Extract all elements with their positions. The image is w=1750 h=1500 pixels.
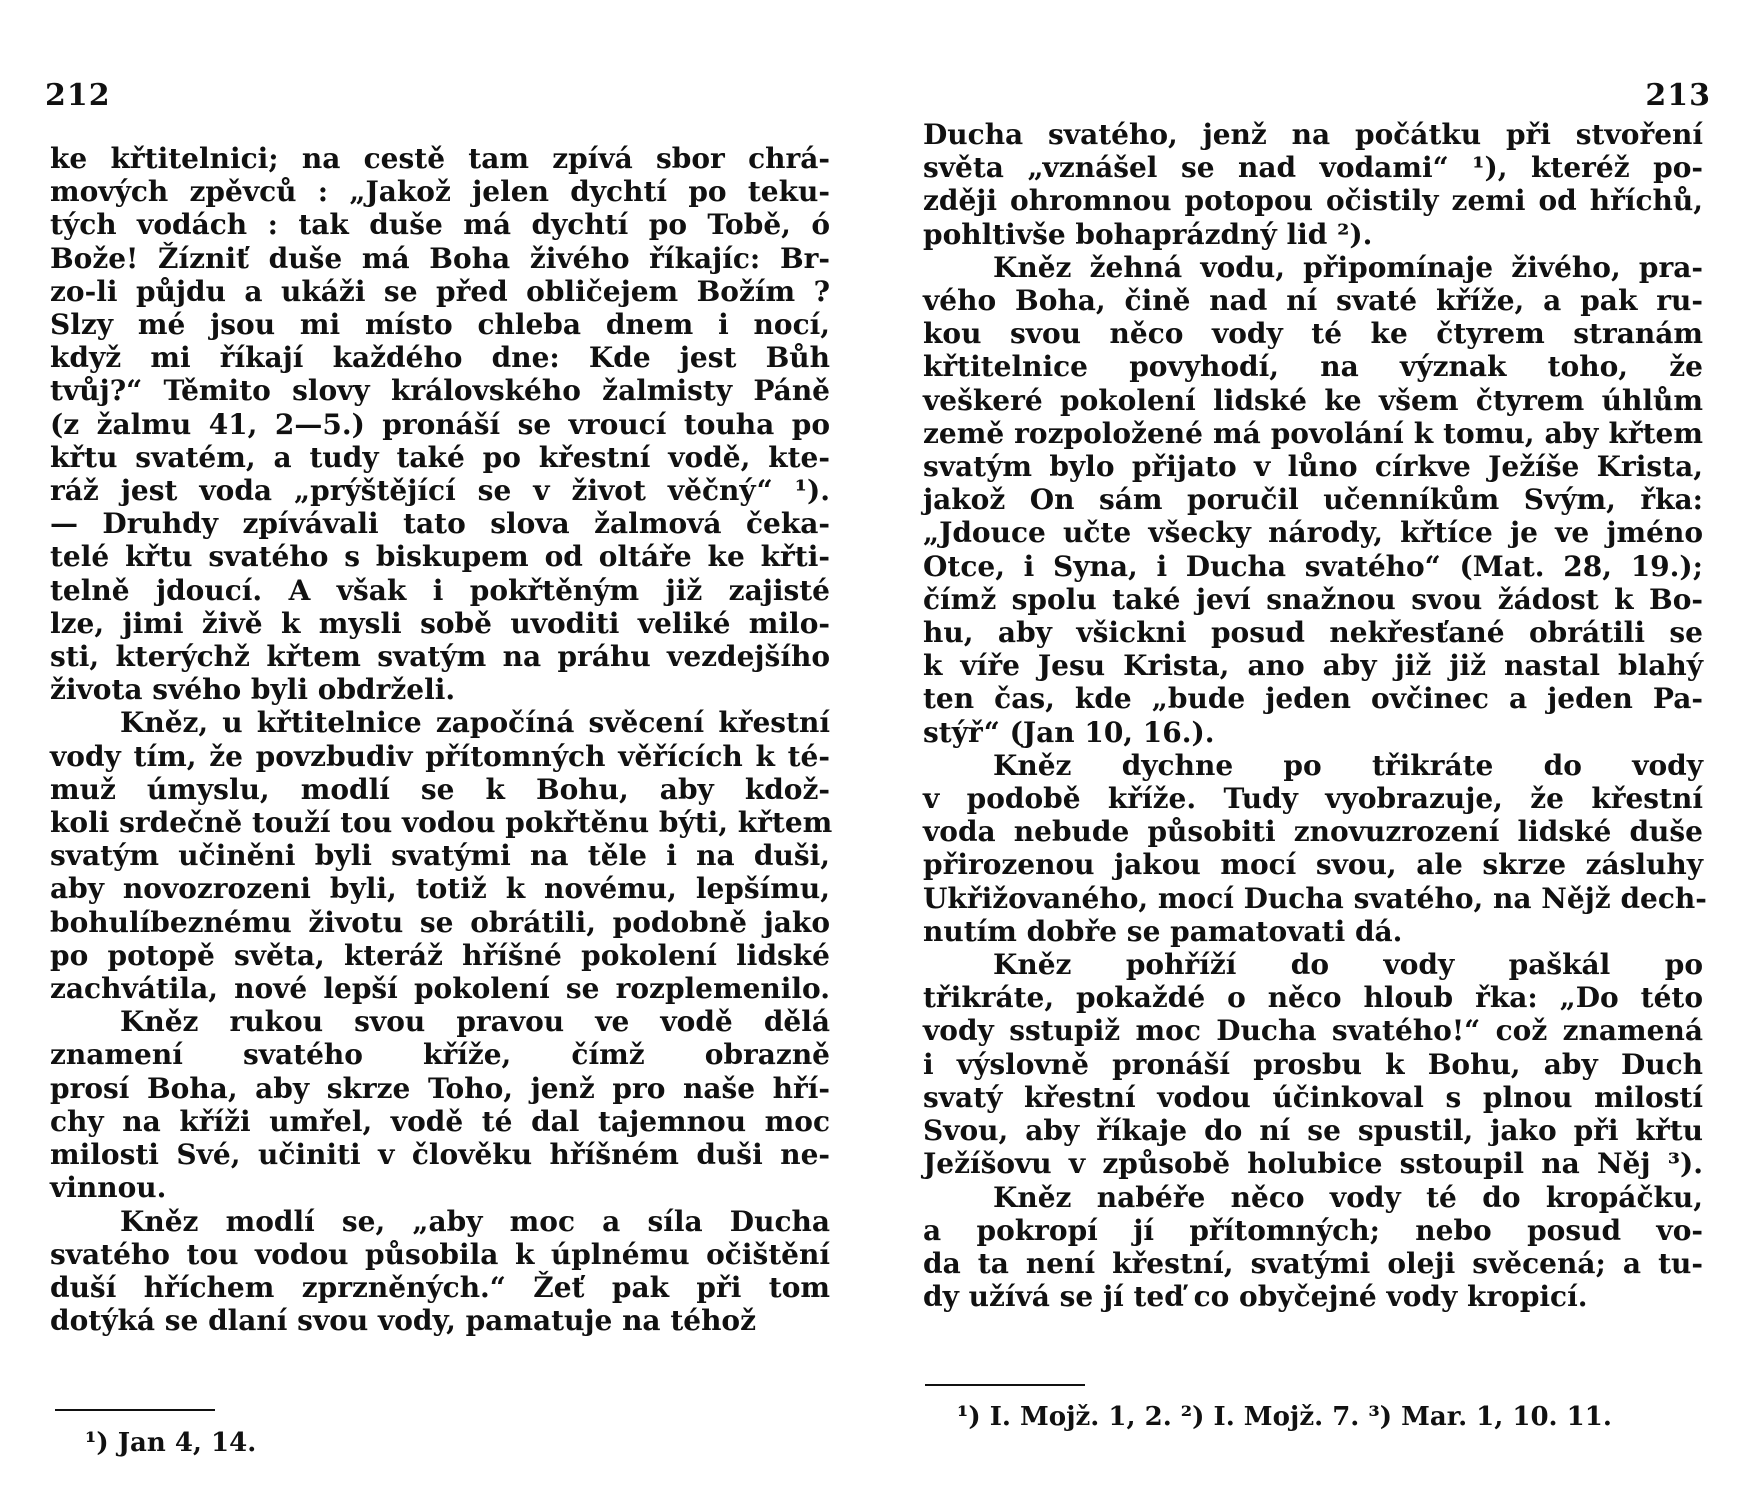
text-line: lze, jimi živě k mysli sobě uvoditi veliké milo- bbox=[50, 606, 830, 640]
text-line: Kněz žehná vodu, připomínaje živého, pra- bbox=[993, 250, 1703, 284]
text-line: svatý křestní vodou účinkoval s plnou milostí bbox=[923, 1080, 1703, 1114]
text-line: ráž jest voda „prýštějící se v život věčný“ ¹). bbox=[50, 474, 830, 508]
text-line: prosí Boha, aby skrze Toho, jenž pro naše hří- bbox=[50, 1071, 830, 1105]
text-line: v podobě kříže. Tudy vyobrazuje, že křestní bbox=[923, 782, 1703, 816]
text-line: křtitelnice povyhodí, na význak toho, že bbox=[923, 350, 1703, 384]
text-line: tých vodách : tak duše má dychtí po Tobě, ó bbox=[50, 208, 830, 242]
text-line: „Jdouce učte všecky národy, křtíce je ve jméno bbox=[923, 516, 1703, 550]
text-line: pohltivše bohaprázdný lid ²). bbox=[923, 217, 1373, 251]
text-line: vody sstupiž moc Ducha svatého!“ což znamená bbox=[923, 1014, 1703, 1048]
text-line: Kněz modlí se, „aby moc a síla Ducha bbox=[120, 1204, 830, 1238]
text-line: chy na kříži umřel, vodě té dal tajemnou moc bbox=[50, 1104, 830, 1138]
text-line: milosti Své, učiniti v člověku hříšném duši ne- bbox=[50, 1138, 830, 1172]
text-line: když mi říkají každého dne: Kde jest Bůh bbox=[50, 341, 830, 375]
text-line: po potopě světa, kteráž hříšné pokolení lidské bbox=[50, 938, 830, 972]
text-line: Kněz dychne po třikráte do vody bbox=[993, 748, 1703, 782]
text-line: křtu svatém, a tudy také po křestní vodě, kte- bbox=[50, 440, 830, 474]
footnote: ¹) I. Mojž. 1, 2. ²) I. Mojž. 7. ³) Mar. 1, 10. 11. bbox=[957, 1402, 1612, 1432]
text-line: přirozenou jakou mocí svou, ale skrze zásluhy bbox=[923, 848, 1703, 882]
footnote-divider bbox=[55, 1409, 215, 1411]
text-line: stýř“ (Jan 10, 16.). bbox=[923, 715, 1215, 749]
text-line: jakož On sám poručil učenníkům Svým, řka: bbox=[923, 483, 1703, 517]
text-line: Ducha svatého, jenž na počátku při stvoření bbox=[923, 118, 1703, 151]
text-line: nutím dobře se pamatovati dá. bbox=[923, 914, 1403, 948]
left-page bbox=[40, 0, 840, 1500]
text-line: muž úmyslu, modlí se k Bohu, aby kdož- bbox=[50, 772, 830, 806]
footnote: ¹) Jan 4, 14. bbox=[85, 1428, 257, 1458]
right-page bbox=[915, 0, 1715, 1500]
text-line: svatým učiněni byli svatými na těle i na duši, bbox=[50, 839, 830, 873]
text-line: Kněz, u křtitelnice započíná svěcení křestní bbox=[120, 706, 830, 740]
text-line: mových zpěvců : „Jakož jelen dychtí po teku- bbox=[50, 175, 830, 209]
text-line: Svou, aby říkaje do ní se spustil, jako při křtu bbox=[923, 1114, 1703, 1148]
text-line: Bože! Žízniť duše má Boha živého říkajíc: Br- bbox=[50, 241, 830, 275]
text-line: Slzy mé jsou mi místo chleba dnem i nocí, bbox=[50, 308, 830, 342]
page-number: 212 bbox=[45, 78, 111, 113]
text-line: koli srdečně touží tou vodou pokřtěnu býti, křtem bbox=[50, 806, 833, 840]
text-line: vého Boha, čině nad ní svaté kříže, a pak ru- bbox=[923, 284, 1703, 318]
text-line: a pokropí jí přítomných; nebo posud vo- bbox=[923, 1213, 1703, 1247]
text-line: dotýká se dlaní svou vody, pamatuje na téhož bbox=[50, 1304, 757, 1338]
text-line: Ukřižovaného, mocí Ducha svatého, na Nějž dech- bbox=[923, 881, 1707, 915]
text-line: Kněz nabéře něco vody té do kropáčku, bbox=[993, 1180, 1703, 1214]
page-number: 213 bbox=[1645, 78, 1711, 113]
text-line: znamení svatého kříže, čímž obrazně bbox=[50, 1038, 830, 1072]
text-line: da ta není křestní, svatými oleji svěcená; a tu- bbox=[923, 1246, 1703, 1280]
text-line: ten čas, kde „bude jeden ovčinec a jeden Pa- bbox=[923, 682, 1703, 716]
text-line: vody tím, že povzbudiv přítomných věřících k té- bbox=[50, 739, 830, 773]
page-body-text bbox=[50, 142, 833, 1338]
text-line: duší hříchem zprzněných.“ Žeť pak při tom bbox=[50, 1270, 830, 1304]
text-line: zo-li půjdu a ukáži se před obličejem Božím ? bbox=[50, 274, 830, 308]
page-body-text bbox=[923, 118, 1707, 1314]
text-line: bohulíbeznému životu se obrátili, podobně jako bbox=[50, 905, 830, 939]
text-line: voda nebude působiti znovuzrození lidské duše bbox=[923, 815, 1703, 849]
text-line: země rozpoložené má povolání k tomu, aby křtem bbox=[923, 416, 1703, 450]
text-line: ke křtitelnici; na cestě tam zpívá sbor chrá- bbox=[50, 142, 830, 175]
text-line: veškeré pokolení lidské ke všem čtyrem úhlům bbox=[923, 383, 1703, 417]
text-line: svatého tou vodou působila k úplnému očištění bbox=[50, 1237, 830, 1271]
text-line: kou svou něco vody té ke čtyrem stranám bbox=[923, 317, 1703, 351]
text-line: aby novozrozeni byli, totiž k novému, lepšímu, bbox=[50, 872, 830, 906]
text-line: čímž spolu také jeví snažnou svou žádost k Bo- bbox=[923, 582, 1703, 616]
text-line: telně jdoucí. A však i pokřtěným již zajisté bbox=[50, 573, 830, 607]
text-line: Kněz pohříží do vody paškál po bbox=[993, 948, 1703, 982]
footnote-divider bbox=[925, 1384, 1085, 1386]
text-line: vinnou. bbox=[50, 1171, 167, 1205]
text-line: sti, kterýchž křtem svatým na práhu vezdejšího bbox=[50, 640, 830, 674]
text-line: světa „vznášel se nad vodami“ ¹), kteréž po- bbox=[923, 151, 1703, 185]
text-line: svatým bylo přijato v lůno církve Ježíše Krista, bbox=[923, 450, 1703, 484]
text-line: dy užívá se jí teď co obyčejné vody kropicí. bbox=[923, 1280, 1588, 1314]
text-line: zachvátila, nové lepší pokolení se rozplemenilo. bbox=[50, 972, 830, 1006]
text-line: života svého byli obdrželi. bbox=[50, 673, 456, 707]
text-line: Otce, i Syna, i Ducha svatého“ (Mat. 28, 19.); bbox=[923, 549, 1703, 583]
text-line: (z žalmu 41, 2—5.) pronáší se vroucí touha po bbox=[50, 407, 830, 441]
text-line: Kněz rukou svou pravou ve vodě dělá bbox=[120, 1005, 830, 1039]
text-line: — Druhdy zpívávali tato slova žalmová čeka- bbox=[50, 507, 830, 541]
text-line: třikráte, pokaždé o něco hloub řka: „Do této bbox=[923, 981, 1703, 1015]
text-line: k víře Jesu Krista, ano aby již již nastal blahý bbox=[923, 649, 1703, 683]
text-line: zději ohromnou potopou očistily zemi od hříchů, bbox=[923, 184, 1703, 218]
text-line: hu, aby všickni posud nekřesťané obrátili se bbox=[923, 616, 1703, 650]
text-line: i výslovně pronáší prosbu k Bohu, aby Duch bbox=[923, 1047, 1703, 1081]
text-line: tvůj?“ Těmito slovy královského žalmisty Páně bbox=[50, 374, 830, 408]
text-line: Ježíšovu v způsobě holubice sstoupil na Něj ³). bbox=[923, 1147, 1703, 1181]
text-line: telé křtu svatého s biskupem od oltáře ke křti- bbox=[50, 540, 830, 574]
